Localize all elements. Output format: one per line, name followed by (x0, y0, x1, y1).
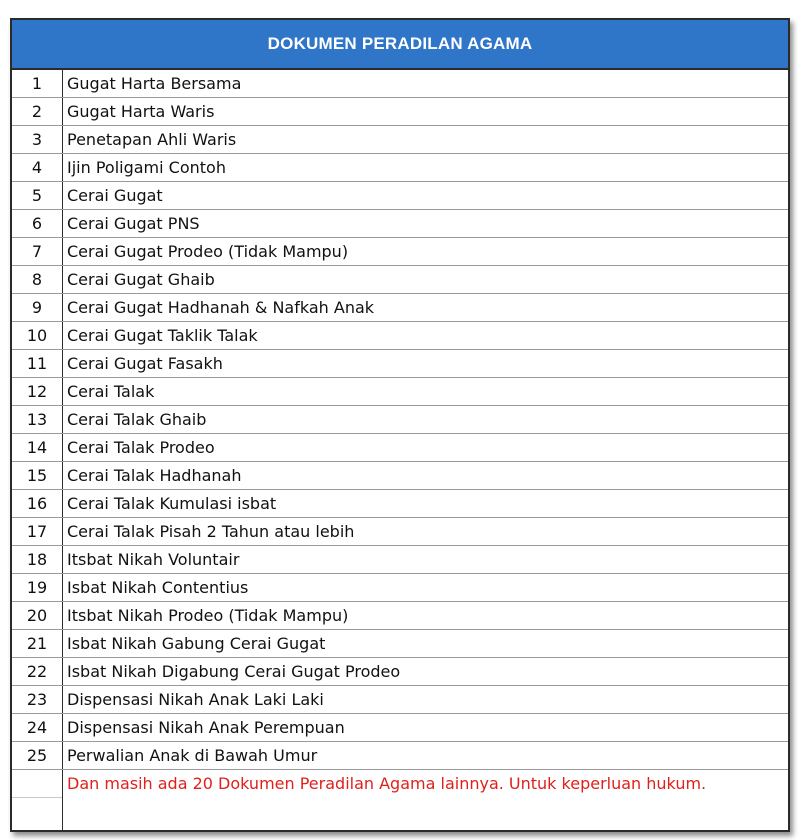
table-row (12, 434, 788, 462)
row-number: 12 (12, 378, 63, 406)
document-name: Cerai Talak Pisah 2 Tahun atau lebih (63, 518, 789, 546)
document-name: Perwalian Anak di Bawah Umur (63, 742, 789, 770)
document-table-frame (10, 18, 790, 832)
table-row (12, 574, 788, 602)
table-row (12, 378, 788, 406)
table-row (12, 714, 788, 742)
table-row (12, 294, 788, 322)
row-number: 6 (12, 210, 63, 238)
document-name: Cerai Talak Hadhanah (63, 462, 789, 490)
row-number: 18 (12, 546, 63, 574)
row-number: 3 (12, 126, 63, 154)
row-number: 15 (12, 462, 63, 490)
table-row (12, 742, 788, 770)
row-number: 13 (12, 406, 63, 434)
document-name: Isbat Nikah Gabung Cerai Gugat (63, 630, 789, 658)
document-name: Itsbat Nikah Voluntair (63, 546, 789, 574)
document-name: Cerai Gugat Fasakh (63, 350, 789, 378)
document-name: Cerai Talak Prodeo (63, 434, 789, 462)
document-name: Itsbat Nikah Prodeo (Tidak Mampu) (63, 602, 789, 630)
document-name: Cerai Gugat Hadhanah & Nafkah Anak (63, 294, 789, 322)
row-number: 11 (12, 350, 63, 378)
table-title: DOKUMEN PERADILAN AGAMA (12, 20, 788, 70)
document-name: Isbat Nikah Contentius (63, 574, 789, 602)
row-number: 20 (12, 602, 63, 630)
row-number: 7 (12, 238, 63, 266)
table-row (12, 658, 788, 686)
document-name: Cerai Gugat Taklik Talak (63, 322, 789, 350)
document-name: Gugat Harta Waris (63, 98, 789, 126)
document-name: Cerai Talak Ghaib (63, 406, 789, 434)
table-row (12, 322, 788, 350)
document-name: Gugat Harta Bersama (63, 70, 789, 98)
table-row (12, 154, 788, 182)
table-row (12, 686, 788, 714)
document-name: Dispensasi Nikah Anak Perempuan (63, 714, 789, 742)
row-number: 2 (12, 98, 63, 126)
row-number: 8 (12, 266, 63, 294)
document-name: Isbat Nikah Digabung Cerai Gugat Prodeo (63, 658, 789, 686)
document-name: Cerai Gugat Ghaib (63, 266, 789, 294)
table-row (12, 98, 788, 126)
document-name: Dispensasi Nikah Anak Laki Laki (63, 686, 789, 714)
row-number: 23 (12, 686, 63, 714)
row-number: 14 (12, 434, 63, 462)
document-name: Cerai Talak (63, 378, 789, 406)
table-row (12, 210, 788, 238)
table-row (12, 518, 788, 546)
footnote-text: Dan masih ada 20 Dokumen Peradilan Agama lainnya. Untuk keperluan hukum. (63, 770, 789, 831)
row-number: 5 (12, 182, 63, 210)
document-name: Ijin Poligami Contoh (63, 154, 789, 182)
table-body (12, 70, 788, 830)
table-row (12, 490, 788, 518)
table-row (12, 462, 788, 490)
table-row (12, 350, 788, 378)
table-row (12, 602, 788, 630)
row-number: 1 (12, 70, 63, 98)
document-name: Cerai Talak Kumulasi isbat (63, 490, 789, 518)
row-number: 25 (12, 742, 63, 770)
table-row (12, 182, 788, 210)
document-name: Cerai Gugat PNS (63, 210, 789, 238)
row-number: 4 (12, 154, 63, 182)
row-number: 16 (12, 490, 63, 518)
row-number-empty (12, 770, 63, 831)
document-name: Penetapan Ahli Waris (63, 126, 789, 154)
row-number: 24 (12, 714, 63, 742)
row-number: 10 (12, 322, 63, 350)
table-row (12, 238, 788, 266)
table-row (12, 546, 788, 574)
row-number: 21 (12, 630, 63, 658)
table-row (12, 266, 788, 294)
document-name: Cerai Gugat (63, 182, 789, 210)
note-row (12, 770, 788, 831)
table-row (12, 630, 788, 658)
row-number: 22 (12, 658, 63, 686)
document-name: Cerai Gugat Prodeo (Tidak Mampu) (63, 238, 789, 266)
table-row (12, 70, 788, 98)
document-table (12, 70, 788, 830)
row-number: 9 (12, 294, 63, 322)
table-row (12, 126, 788, 154)
row-number: 17 (12, 518, 63, 546)
table-row (12, 406, 788, 434)
row-number: 19 (12, 574, 63, 602)
